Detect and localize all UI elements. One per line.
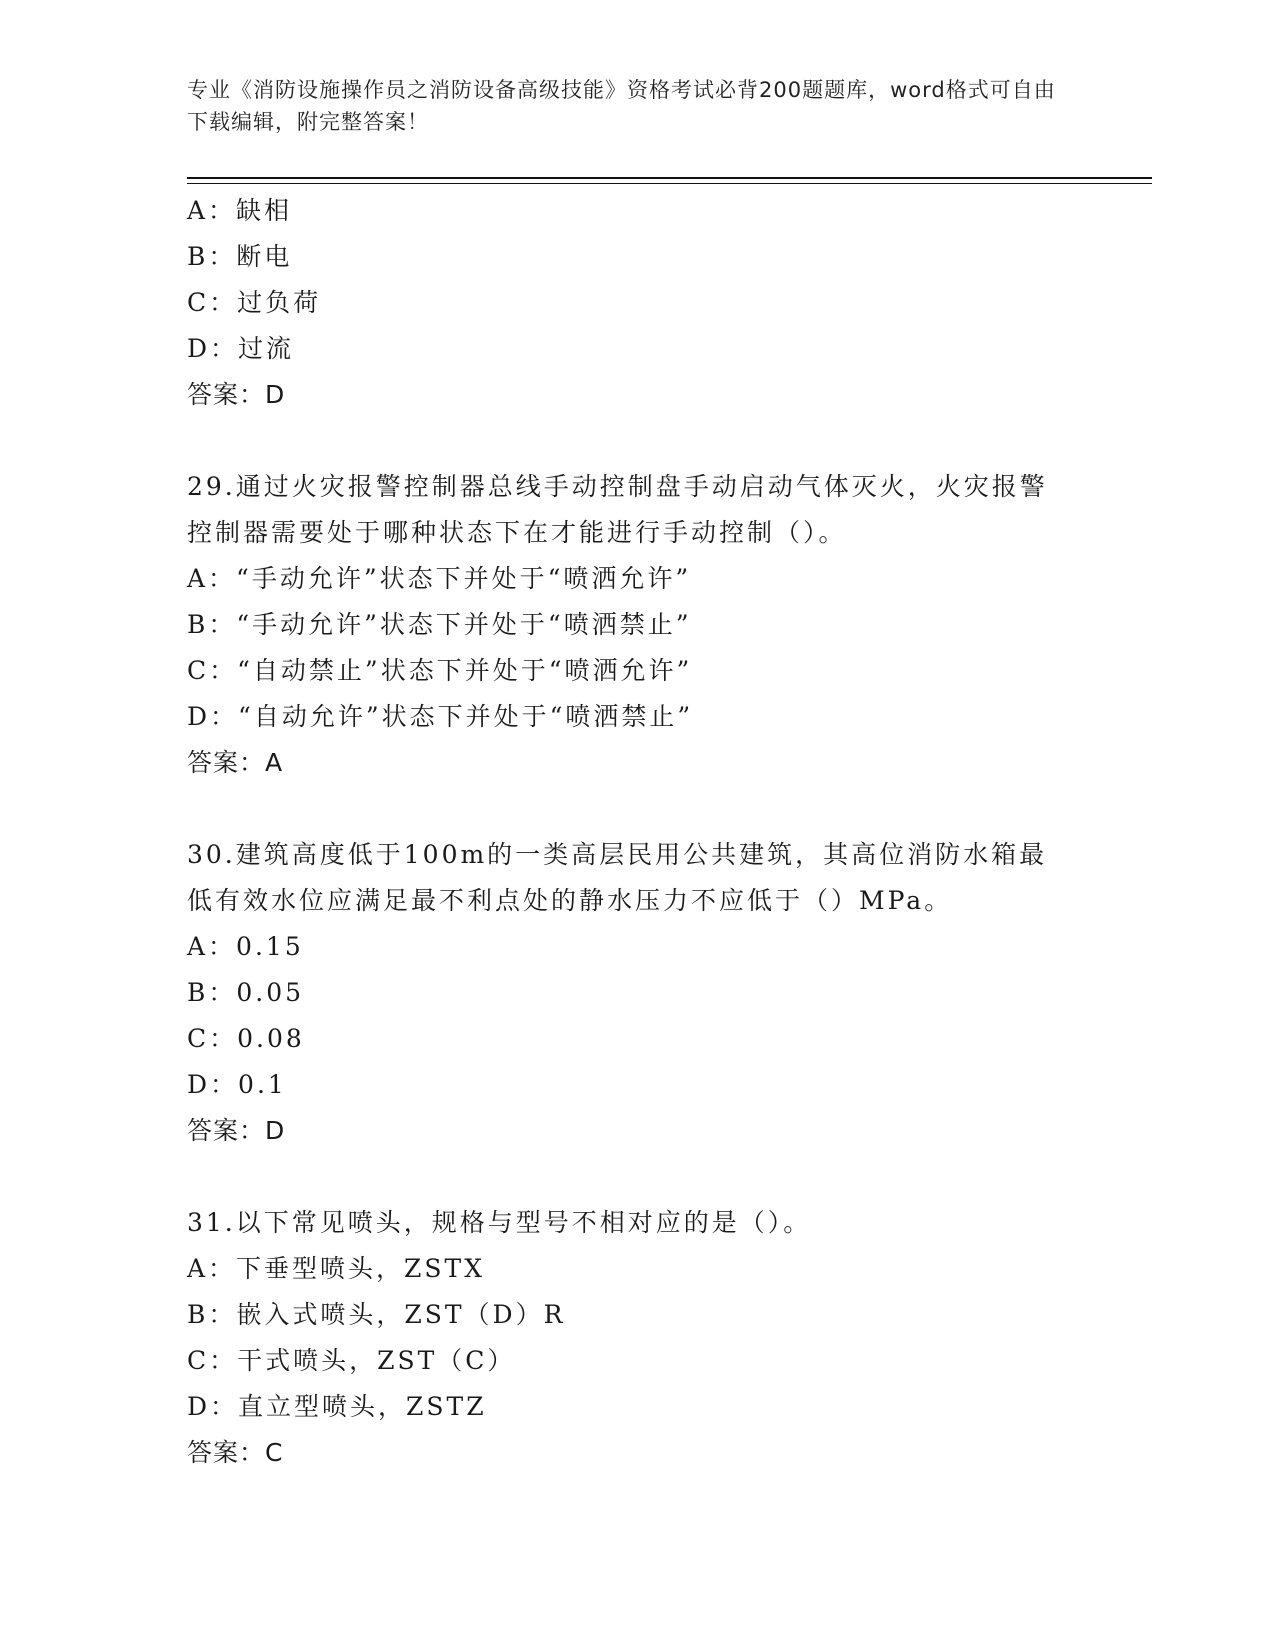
question-stem-line: 29.通过火灾报警控制器总线手动控制盘手动启动气体灭火，火灾报警: [187, 472, 1048, 501]
option-c: C：干式喷头，ZST（C）: [187, 1346, 516, 1375]
option-c: C：过负荷: [187, 288, 322, 317]
option-d: D：“自动允许”状态下并处于“喷洒禁止”: [187, 702, 694, 731]
option-b: B：断电: [187, 242, 293, 271]
option-a: A：缺相: [187, 196, 293, 225]
option-d: D：0.1: [187, 1070, 287, 1099]
question-29: [187, 464, 1087, 786]
option-a: A：0.15: [187, 932, 304, 961]
answer-line: 答案：C: [187, 1438, 284, 1467]
question-31: [187, 1200, 1087, 1476]
question-30: [187, 832, 1087, 1154]
spacer: [187, 1154, 1087, 1200]
option-d: D：过流: [187, 334, 295, 363]
question-28-continued: [187, 188, 1087, 418]
answer-line: 答案：D: [187, 380, 286, 409]
question-stem-line: 30.建筑高度低于100m的一类高层民用公共建筑，其高位消防水箱最: [187, 840, 1048, 869]
option-b: B：0.05: [187, 978, 305, 1007]
option-a: A：“手动允许”状态下并处于“喷洒允许”: [187, 564, 692, 593]
question-stem-line: 31.以下常见喷头，规格与型号不相对应的是（）。: [187, 1208, 812, 1237]
spacer: [187, 418, 1087, 464]
header-rule-thin: [187, 183, 1152, 184]
question-stem-line: 低有效水位应满足最不利点处的静水压力不应低于（）MPa。: [187, 886, 953, 915]
option-b: B：嵌入式喷头，ZST（D）R: [187, 1300, 566, 1329]
question-stem-line: 控制器需要处于哪种状态下在才能进行手动控制（）。: [187, 518, 847, 547]
answer-line: 答案：D: [187, 1116, 286, 1145]
option-c: C：0.08: [187, 1024, 305, 1053]
option-c: C：“自动禁止”状态下并处于“喷洒允许”: [187, 656, 693, 685]
question-content: [187, 188, 1087, 1476]
option-b: B：“手动允许”状态下并处于“喷洒禁止”: [187, 610, 692, 639]
header-rule-thick: [187, 177, 1152, 179]
spacer: [187, 786, 1087, 832]
option-a: A：下垂型喷头，ZSTX: [187, 1254, 486, 1283]
document-header: 专业《消防设施操作员之消防设备高级技能》资格考试必背200题题库，word格式可自由下载编辑，附完整答案！: [187, 78, 1056, 134]
answer-line: 答案：A: [187, 748, 284, 777]
option-d: D：直立型喷头，ZSTZ: [187, 1392, 487, 1421]
